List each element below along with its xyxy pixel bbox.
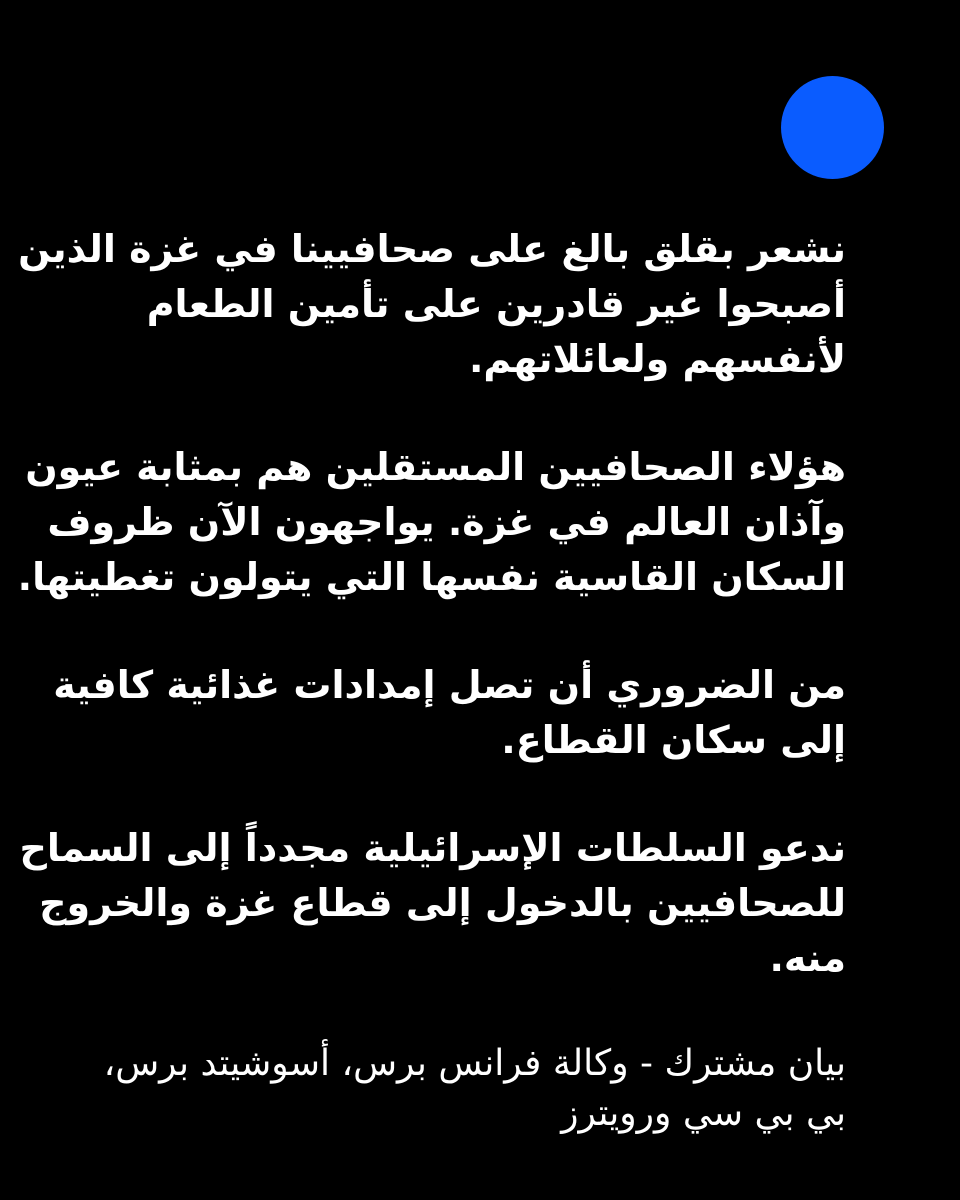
blue-dot-decoration	[781, 76, 884, 179]
text-line: من الضروري أن تصل إمدادات غذائية كافية	[53, 663, 846, 707]
paragraph-concern	[18, 222, 846, 387]
text-line: وآذان العالم في غزة. يواجهون الآن ظروف	[47, 500, 846, 544]
text-line: إلى سكان القطاع.	[501, 718, 846, 762]
signature-line: بي بي سي ورويترز	[561, 1093, 846, 1134]
text-line: منه.	[769, 936, 846, 980]
signature-line: بيان مشترك - وكالة فرانس برس، أسوشيتد برس،	[103, 1043, 846, 1084]
text-line: نشعر بقلق بالغ على صحافيينا في غزة الذين	[18, 227, 846, 271]
text-line: لأنفسهم ولعائلاتهم.	[468, 337, 846, 381]
statement-signature	[103, 1039, 846, 1139]
paragraph-call-to-action	[19, 821, 846, 986]
text-line: السكان القاسية نفسها التي يتولون تغطيتها.	[17, 555, 846, 599]
text-line: أصبحوا غير قادرين على تأمين الطعام	[146, 282, 846, 326]
paragraph-journalists-role	[17, 440, 846, 605]
paragraph-food-supplies	[53, 658, 846, 768]
text-line: ندعو السلطات الإسرائيلية مجدداً إلى السماح	[19, 826, 846, 870]
text-line: هؤلاء الصحافيين المستقلين هم بمثابة عيون	[25, 445, 846, 489]
text-line: للصحافيين بالدخول إلى قطاع غزة والخروج	[39, 881, 846, 925]
statement-body	[17, 222, 846, 1175]
